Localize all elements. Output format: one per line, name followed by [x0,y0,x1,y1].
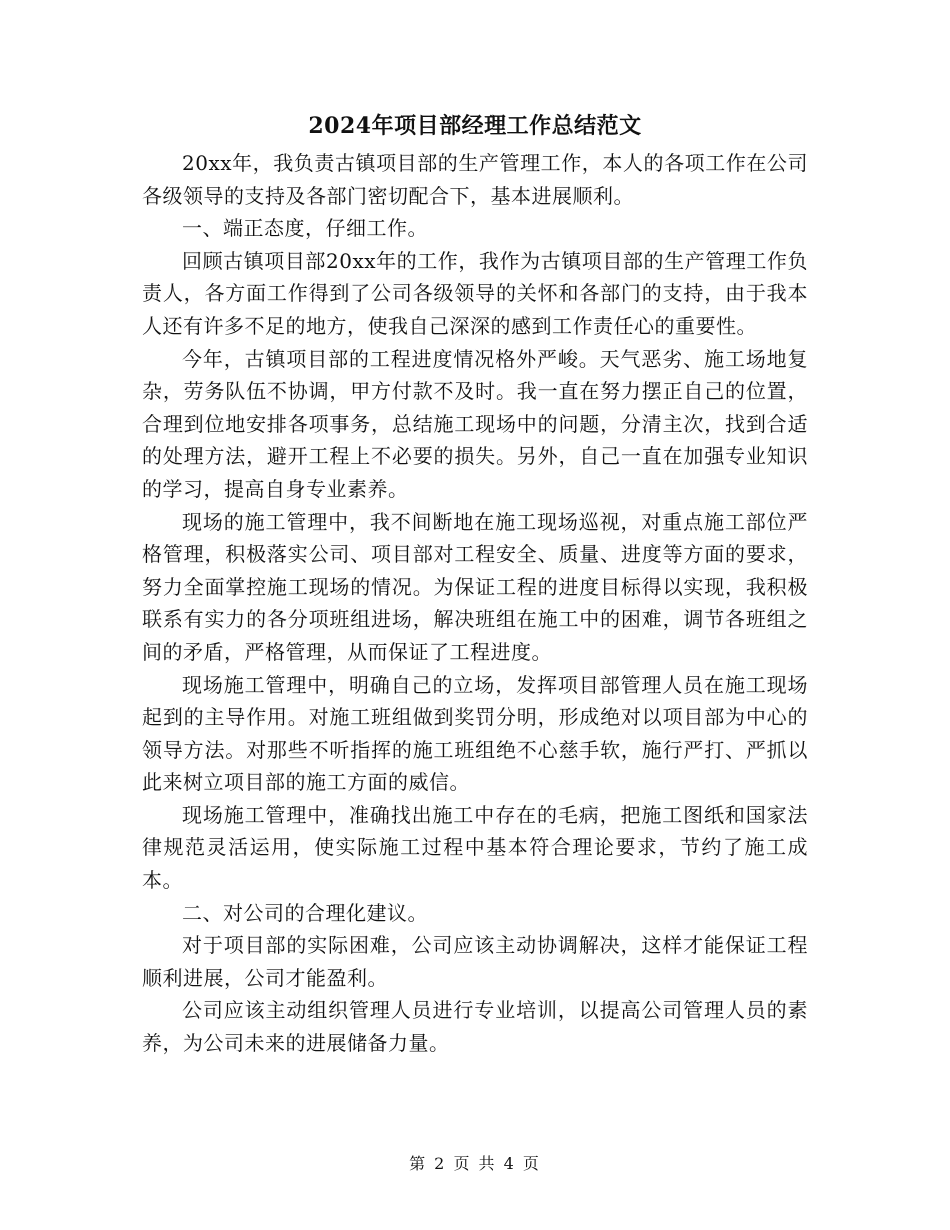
page-footer: 第 2 页 共 4 页 [409,1154,541,1173]
document-body [142,147,808,1060]
document-title: 2024年项目部经理工作总结范文 [308,113,642,139]
paragraph: 现场施工管理中，准确找出施工中存在的毛病，把施工图纸和国家法律规范灵活运用，使实际施工过程中基本符合理论要求，节约了施工成本。 [142,802,808,893]
section-heading: 二、对公司的合理化建议。 [182,900,428,925]
paragraph: 现场施工管理中，明确自己的立场，发挥项目部管理人员在施工现场起到的主导作用。对施工班组做到奖罚分明，形成绝对以项目部为中心的领导方法。对那些不听指挥的施工班组绝不心慈手软，施行严打、严抓以此来树立项目部的施工方面的威信。 [142,672,808,795]
paragraph: 现场的施工管理中，我不间断地在施工现场巡视，对重点施工部位严格管理，积极落实公司、项目部对工程安全、质量、进度等方面的要求，努力全面掌控施工现场的情况。为保证工程的进度目标得以实现，我积极联系有实力的各分项班组进场，解决班组在施工中的困难，调节各班组之间的矛盾，严格管理，从而保证了工程进度。 [142,509,808,664]
paragraph: 公司应该主动组织管理人员进行专业培训，以提高公司管理人员的素养，为公司未来的进展储备力量。 [142,998,808,1056]
section-heading: 一、端正态度，仔细工作。 [182,216,428,241]
paragraph: 对于项目部的实际困难，公司应该主动协调解决，这样才能保证工程顺利进展，公司才能盈利。 [142,933,808,990]
paragraph: 今年，古镇项目部的工程进度情况格外严峻。天气恶劣、施工场地复杂，劳务队伍不协调，甲方付款不及时。我一直在努力摆正自己的位置，合理到位地安排各项事务，总结施工现场中的问题，分清主次，找到合适的处理方法，避开工程上不必要的损失。另外，自己一直在加强专业知识的学习，提高自身专业素养。 [142,346,808,501]
paragraph: 20xx年，我负责古镇项目部的生产管理工作，本人的各项工作在公司各级领导的支持及各部门密切配合下，基本进展顺利。 [142,151,808,208]
paragraph: 回顾古镇项目部20xx年的工作，我作为古镇项目部的生产管理工作负责人，各方面工作得到了公司各级领导的关怀和各部门的支持，由于我本人还有许多不足的地方，使我自己深深的感到工作责任心的重要性。 [142,248,808,338]
